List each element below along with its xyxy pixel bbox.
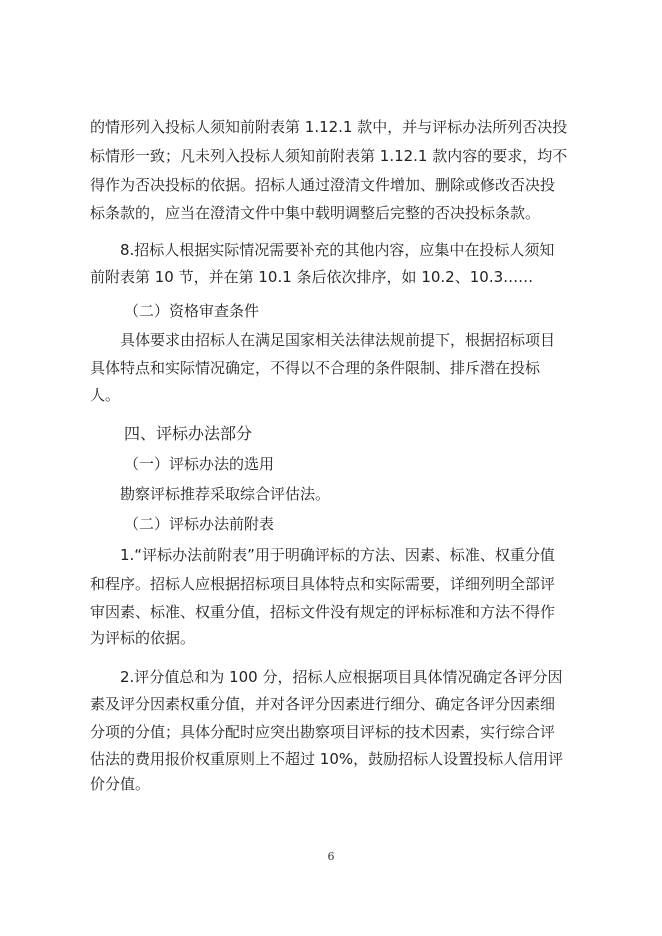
text-line: 估法的费用报价权重原则上不超过 10%，鼓励招标人设置投标人信用评 bbox=[90, 750, 564, 768]
text-line: 具体要求由招标人在满足国家相关法律法规前提下，根据招标项目 bbox=[120, 331, 556, 349]
text-line: 具体特点和实际情况确定，不得以不合理的条件限制、排斥潜在投标 bbox=[90, 359, 541, 377]
text-line: 素及评分因素权重分值，并对各评分因素进行细分、确定各评分因素细 bbox=[90, 695, 556, 713]
subheading-attached-table: （二）评标办法前附表 bbox=[124, 515, 275, 533]
text-line: 前附表第 10 节，并在第 10.1 条后依次排序，如 10.2、10.3…… bbox=[90, 268, 534, 286]
text-line: 和程序。招标人应根据招标项目具体特点和实际需要，详细列明全部评 bbox=[90, 575, 556, 593]
subheading-qualification-review: （二）资格审查条件 bbox=[124, 302, 260, 320]
text-line: 的情形列入投标人须知前附表第 1.12.1 款中，并与评标办法所列否决投 bbox=[90, 118, 568, 136]
text-line: 1.“评标办法前附表”用于明确评标的方法、因素、标准、权重分值 bbox=[120, 546, 555, 564]
subheading-method-selection: （一）评标办法的选用 bbox=[124, 455, 275, 473]
text-line: 为评标的依据。 bbox=[90, 629, 196, 647]
text-line: 2.评分值总和为 100 分，招标人应根据项目具体情况确定各评分因 bbox=[120, 668, 563, 686]
text-line: 得作为否决投标的依据。招标人通过澄清文件增加、删除或修改否决投 bbox=[90, 176, 556, 194]
text-line: 价分值。 bbox=[90, 775, 151, 793]
page-number: 6 bbox=[327, 850, 335, 863]
text-line: 标情形一致；凡未列入投标人须知前附表第 1.12.1 款内容的要求，均不 bbox=[90, 147, 568, 165]
paragraph-recommended-method: 勘察评标推荐采取综合评估法。 bbox=[120, 485, 331, 503]
section-heading-evaluation-methods: 四、评标办法部分 bbox=[124, 424, 253, 443]
text-line: 标条款的，应当在澄清文件中集中载明调整后完整的否决投标条款。 bbox=[90, 204, 541, 222]
text-line: 人。 bbox=[90, 386, 121, 404]
text-line: 8.招标人根据实际情况需要补充的其他内容，应集中在投标人须知 bbox=[120, 241, 555, 259]
text-line: 分项的分值；具体分配时应突出勘察项目评标的技术因素，实行综合评 bbox=[90, 723, 556, 741]
text-line: 审因素、标准、权重分值，招标文件没有规定的评标标准和方法不得作 bbox=[90, 603, 556, 621]
